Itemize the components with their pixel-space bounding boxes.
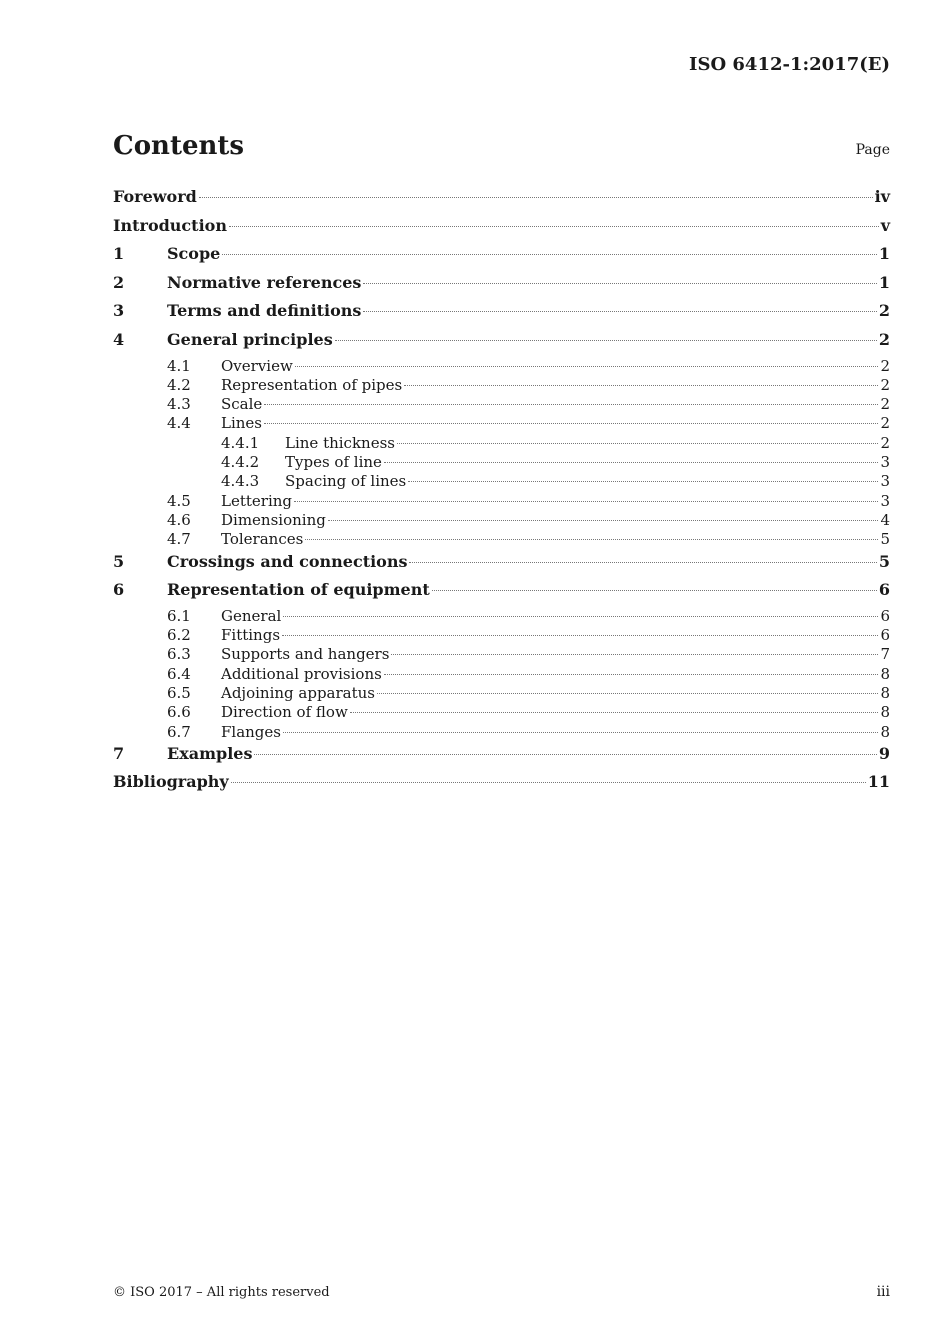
toc-entry-number: 4.4.2: [221, 453, 260, 472]
toc-entry-title: Adjoining apparatus: [221, 683, 375, 702]
dot-leader: [229, 225, 879, 227]
toc-entry-number: 6: [113, 580, 125, 600]
dot-leader: [283, 731, 878, 733]
toc-entry-title: Representation of pipes: [221, 375, 403, 394]
dot-leader: [432, 589, 877, 591]
toc-entry-title: Supports and hangers: [221, 645, 390, 664]
toc-entry-page: 8: [880, 683, 890, 702]
toc-entry-page: 9: [878, 743, 890, 763]
toc-entry-number: 6.3: [167, 645, 191, 664]
toc-entry-title: Crossings and connections: [167, 551, 408, 571]
toc-entry-title: Direction of flow: [221, 703, 348, 722]
toc-subentry[interactable]: [113, 395, 890, 414]
dot-leader: [294, 500, 878, 502]
dot-leader: [254, 753, 876, 755]
toc-entry-title: Terms and definitions: [167, 301, 362, 321]
toc-entry-number: 3: [113, 301, 125, 321]
toc-entry-page: 5: [880, 530, 890, 549]
toc-entry[interactable]: [113, 550, 890, 579]
toc-entry-page: 11: [867, 772, 890, 792]
toc-entry-number: 4.4.3: [221, 472, 260, 491]
toc-subentry[interactable]: [113, 530, 890, 549]
toc-entry-number: 6.7: [167, 722, 191, 741]
dot-leader: [222, 253, 877, 255]
toc-entry[interactable]: [113, 271, 890, 300]
toc-entry[interactable]: [113, 242, 890, 271]
toc-entry-page: 2: [878, 329, 890, 349]
toc-subentry[interactable]: [113, 434, 890, 453]
toc-entry-title: Fittings: [221, 626, 281, 645]
toc-entry-number: 1: [113, 244, 125, 264]
toc-entry-title: Tolerances: [221, 530, 304, 549]
toc-entry-page: 1: [878, 272, 890, 292]
toc-entry-title: Foreword: [113, 187, 197, 206]
table-of-contents: [113, 185, 890, 799]
toc-subentry[interactable]: [113, 376, 890, 395]
footer-page-number: iii: [876, 1284, 890, 1300]
toc-entry-page: 3: [880, 453, 890, 472]
toc-entry-title: Scale: [221, 395, 263, 414]
dot-leader: [305, 538, 878, 540]
toc-subentry[interactable]: [113, 665, 890, 684]
toc-entry-number: 6.6: [167, 703, 191, 722]
toc-entry-title: Scope: [167, 244, 221, 264]
toc-entry-title: General principles: [167, 329, 333, 349]
toc-entry-title: Flanges: [221, 722, 281, 741]
toc-subentry[interactable]: [113, 645, 890, 664]
toc-entry[interactable]: [113, 770, 890, 799]
dot-leader: [295, 365, 879, 367]
toc-entry[interactable]: [113, 299, 890, 328]
toc-entry-title: Normative references: [167, 272, 362, 292]
copyright-notice: © ISO 2017 – All rights reserved: [113, 1285, 330, 1300]
dot-leader: [377, 692, 878, 694]
toc-entry-page: 5: [878, 551, 890, 571]
toc-entry-title: General: [221, 606, 282, 625]
toc-entry-number: 7: [113, 743, 125, 763]
toc-entry-title: Representation of equipment: [167, 580, 430, 600]
toc-entry-number: 4: [113, 329, 125, 349]
toc-entry-page: 3: [880, 491, 890, 510]
dot-leader: [384, 461, 879, 463]
toc-entry-number: 6.5: [167, 683, 191, 702]
toc-entry-page: 2: [880, 356, 890, 375]
toc-subentry[interactable]: [113, 357, 890, 376]
toc-entry-title: Overview: [221, 356, 293, 375]
toc-subentry[interactable]: [113, 511, 890, 530]
toc-subentry[interactable]: [113, 684, 890, 703]
toc-entry[interactable]: [113, 328, 890, 357]
toc-subentry[interactable]: [113, 492, 890, 511]
dot-leader: [335, 339, 877, 341]
toc-entry-page: 2: [880, 375, 890, 394]
toc-entry-number: 6.2: [167, 626, 191, 645]
dot-leader: [350, 711, 879, 713]
toc-entry[interactable]: [113, 742, 890, 771]
dot-leader: [409, 561, 876, 563]
toc-entry-number: 6.4: [167, 664, 191, 683]
toc-entry-title: Line thickness: [285, 433, 395, 452]
toc-entry-title: Lines: [221, 414, 262, 433]
toc-entry-page: 6: [878, 580, 890, 600]
toc-entry-page: iv: [874, 187, 890, 206]
toc-entry-number: 4.4.1: [221, 433, 260, 452]
toc-entry-title: Types of line: [285, 453, 382, 472]
toc-subentry[interactable]: [113, 472, 890, 491]
dot-leader: [231, 781, 866, 783]
toc-entry-page: 2: [880, 395, 890, 414]
toc-subentry[interactable]: [113, 607, 890, 626]
toc-entry-number: 4.7: [167, 530, 191, 549]
toc-entry-title: Introduction: [113, 215, 227, 235]
dot-leader: [264, 422, 878, 424]
toc-entry-number: 4.6: [167, 510, 191, 529]
dot-leader: [404, 384, 878, 386]
toc-entry-number: 4.2: [167, 375, 191, 394]
toc-subentry[interactable]: [113, 453, 890, 472]
toc-entry-title: Additional provisions: [221, 664, 382, 683]
toc-entry-number: 4.5: [167, 491, 191, 510]
toc-entry-number: 4.3: [167, 395, 191, 414]
document-id: ISO 6412-1:2017(E): [689, 54, 890, 75]
toc-entry-number: 4.1: [167, 356, 191, 375]
dot-leader: [408, 480, 878, 482]
toc-subentry[interactable]: [113, 723, 890, 742]
toc-entry-page: 2: [880, 433, 890, 452]
toc-entry-number: 2: [113, 272, 125, 292]
toc-entry-title: Spacing of lines: [285, 472, 407, 491]
contents-heading: Contents: [113, 131, 245, 161]
toc-entry-title: Bibliography: [113, 772, 229, 792]
toc-entry-page: 2: [880, 414, 890, 433]
toc-entry-page: 4: [880, 510, 890, 529]
toc-subentry[interactable]: [113, 626, 890, 645]
toc-entry-page: 8: [880, 703, 890, 722]
toc-entry-page: 8: [880, 664, 890, 683]
dot-leader: [264, 403, 878, 405]
toc-entry-title: Examples: [167, 743, 253, 763]
dot-leader: [391, 653, 878, 655]
dot-leader: [363, 310, 876, 312]
dot-leader: [199, 196, 873, 198]
toc-entry-page: 6: [880, 626, 890, 645]
toc-entry-number: 6.1: [167, 606, 191, 625]
toc-entry-page: 1: [878, 244, 890, 264]
toc-subentry[interactable]: [113, 703, 890, 722]
toc-entry-title: Dimensioning: [221, 510, 326, 529]
toc-entry[interactable]: [113, 214, 890, 243]
toc-entry-page: v: [880, 215, 890, 235]
toc-entry-page: 8: [880, 722, 890, 741]
dot-leader: [363, 282, 876, 284]
dot-leader: [397, 442, 878, 444]
dot-leader: [282, 634, 878, 636]
toc-entry-page: 7: [880, 645, 890, 664]
toc-entry-page: 3: [880, 472, 890, 491]
toc-entry[interactable]: [113, 185, 890, 214]
dot-leader: [283, 615, 878, 617]
toc-entry-title: Lettering: [221, 491, 293, 510]
toc-entry-number: 4.4: [167, 414, 191, 433]
toc-entry-page: 2: [878, 301, 890, 321]
page-column-label: Page: [855, 142, 890, 158]
toc-entry-number: 5: [113, 551, 125, 571]
toc-subentry[interactable]: [113, 414, 890, 433]
dot-leader: [384, 673, 879, 675]
toc-entry[interactable]: [113, 578, 890, 607]
dot-leader: [328, 519, 879, 521]
toc-entry-page: 6: [880, 606, 890, 625]
